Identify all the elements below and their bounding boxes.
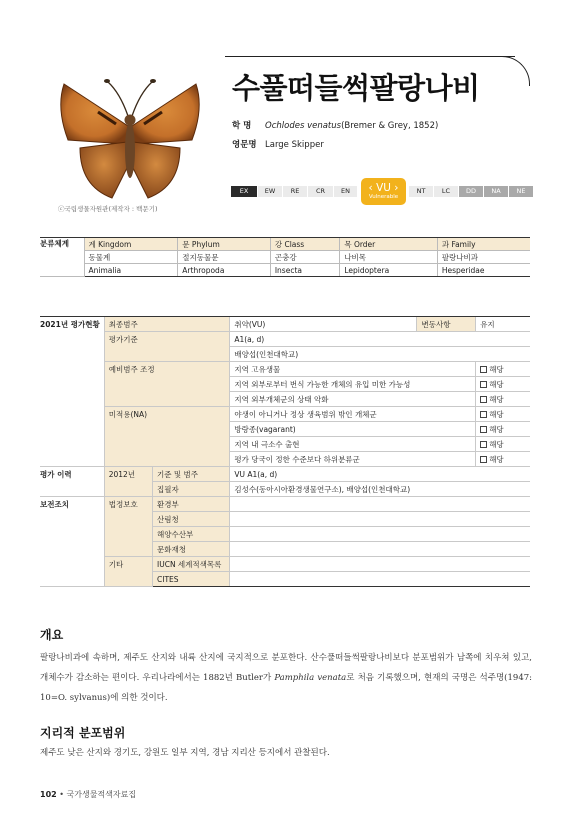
tax-order-ko: 나비목 bbox=[340, 251, 438, 264]
history-writer-value: 김성수(동아시아환경생물연구소), 배양섭(인천대학교) bbox=[230, 482, 530, 497]
status-cell-dd: DD bbox=[459, 186, 484, 197]
range-text: 제주도 낮은 산지와 경기도, 강원도 일부 지역, 경남 지리산 등지에서 관찰된다. bbox=[40, 748, 330, 758]
status-cell-lc: LC bbox=[434, 186, 459, 197]
status-cell-re: RE bbox=[283, 186, 308, 197]
overview-heading: 개요 bbox=[40, 628, 64, 642]
criteria-value: A1(a, d) bbox=[230, 332, 530, 347]
na-check[interactable]: 해당 bbox=[476, 422, 530, 437]
status-cell-ex: EX bbox=[231, 186, 258, 197]
legal-agency: 문화재청 bbox=[153, 542, 230, 557]
tax-header-phylum: 문 Phylum bbox=[178, 238, 271, 251]
tax-header-class: 강 Class bbox=[270, 238, 339, 251]
other-list-value bbox=[230, 557, 530, 572]
legal-agency: 환경부 bbox=[153, 497, 230, 512]
legal-agency: 해양수산부 bbox=[153, 527, 230, 542]
scientific-name: Ochlodes venatus bbox=[265, 121, 342, 131]
regional-check[interactable]: 해당 bbox=[476, 377, 530, 392]
history-category-value: VU A1(a, d) bbox=[230, 467, 530, 482]
status-cell-na: NA bbox=[484, 186, 509, 197]
tax-kingdom-latin: Animalia bbox=[84, 264, 178, 277]
taxonomy-table bbox=[40, 237, 530, 277]
final-category-label: 최종범주 bbox=[104, 317, 230, 332]
legal-agency-value bbox=[230, 527, 530, 542]
species-names bbox=[232, 117, 438, 155]
na-item: 지역 내 극소수 출현 bbox=[230, 437, 476, 452]
status-current-vu bbox=[361, 178, 406, 205]
page-footer: 102 • 국가생물적색자료집 bbox=[40, 790, 137, 799]
status-cell-en: EN bbox=[334, 186, 358, 197]
regional-check[interactable]: 해당 bbox=[476, 362, 530, 377]
english-name: Large Skipper bbox=[265, 140, 324, 150]
history-label: 평가 이력 bbox=[40, 467, 104, 497]
assessor-value: 배양섭(인천대학교) bbox=[230, 347, 530, 362]
checkbox-icon bbox=[480, 366, 487, 373]
eval-2021-label: 2021년 평가현황 bbox=[40, 317, 104, 467]
history-category-label: 기준 및 범주 bbox=[153, 467, 230, 482]
other-list-value bbox=[230, 572, 530, 587]
other-list: IUCN 세계적색목록 bbox=[153, 557, 230, 572]
na-check[interactable]: 해당 bbox=[476, 452, 530, 467]
butterfly-photo bbox=[50, 68, 210, 208]
page-title: 수풀떠들썩팔랑나비 bbox=[232, 71, 480, 105]
checkbox-icon bbox=[480, 441, 487, 448]
change-value: 유지 bbox=[476, 317, 530, 332]
legal-protection-label: 법정보호 bbox=[104, 497, 152, 557]
redlist-status-bar bbox=[231, 181, 534, 200]
tax-header-family: 과 Family bbox=[437, 238, 530, 251]
checkbox-icon bbox=[480, 426, 487, 433]
change-label: 변동사항 bbox=[417, 317, 476, 332]
regional-adjust-label: 예비범주 조정 bbox=[104, 362, 230, 407]
scientific-name-label: 학 명 bbox=[232, 121, 252, 131]
photo-caption: ⓒ국립생물자원관(제작자 : 백문기) bbox=[58, 205, 158, 213]
final-category-value: 취약(VU) bbox=[230, 317, 417, 332]
legal-agency-value bbox=[230, 542, 530, 557]
tax-phylum-latin: Arthropoda bbox=[178, 264, 271, 277]
tax-order-latin: Lepidoptera bbox=[340, 264, 438, 277]
na-check[interactable]: 해당 bbox=[476, 407, 530, 422]
status-current-code: ‹ VU › bbox=[368, 181, 399, 194]
na-check[interactable]: 해당 bbox=[476, 437, 530, 452]
overview-text: 팔랑나비과에 속하며, 제주도 산지와 내륙 산지에 국지적으로 분포한다. 산수풀떠들썩팔랑나비보다 분포범위가 남쪽에 치우쳐 있고, 개체수가 감소하는 편이다. 우리나라에서는 1882년 Butler가 Pamphila venata로 처음 기록했으며, 현재의 국명은 석주명(1947: 10=O. sylvanus)에 의한 것이다. bbox=[40, 653, 532, 703]
checkbox-icon bbox=[480, 396, 487, 403]
protection-label: 보전조치 bbox=[40, 497, 104, 587]
legal-agency-value bbox=[230, 497, 530, 512]
english-name-row bbox=[232, 136, 438, 155]
criteria-label: 평가기준 bbox=[104, 332, 230, 362]
status-cell-ew: EW bbox=[258, 186, 283, 197]
tax-family-ko: 팔랑나비과 bbox=[437, 251, 530, 264]
na-item: 야생이 아니거나 정상 생육범위 밖인 개체군 bbox=[230, 407, 476, 422]
book-title: 국가생물적색자료집 bbox=[66, 790, 137, 799]
status-cell-cr: CR bbox=[308, 186, 334, 197]
scientific-authority: (Bremer & Grey, 1852) bbox=[341, 121, 439, 131]
checkbox-icon bbox=[480, 411, 487, 418]
header-rule-curve bbox=[500, 56, 530, 86]
regional-item: 지역 고유생물 bbox=[230, 362, 476, 377]
evaluation-table bbox=[40, 316, 530, 587]
tax-header-order: 목 Order bbox=[340, 238, 438, 251]
other-protection-label: 기타 bbox=[104, 557, 152, 587]
history-writer-label: 집필자 bbox=[153, 482, 230, 497]
status-cell-nt: NT bbox=[409, 186, 434, 197]
tax-class-latin: Insecta bbox=[270, 264, 339, 277]
tax-family-latin: Hesperidae bbox=[437, 264, 530, 277]
range-heading: 지리적 분포범위 bbox=[40, 726, 126, 740]
na-item: 평가 당국이 정한 수준보다 하위분류군 bbox=[230, 452, 476, 467]
other-list: CITES bbox=[153, 572, 230, 587]
checkbox-icon bbox=[480, 456, 487, 463]
regional-check[interactable]: 해당 bbox=[476, 392, 530, 407]
legal-agency: 산림청 bbox=[153, 512, 230, 527]
tax-kingdom-ko: 동물계 bbox=[84, 251, 178, 264]
regional-item: 지역 외부개체군의 상태 악화 bbox=[230, 392, 476, 407]
taxonomy-label: 분류체계 bbox=[40, 238, 84, 277]
tax-header-kingdom: 계 Kingdom bbox=[84, 238, 178, 251]
scientific-name-row bbox=[232, 117, 438, 136]
tax-class-ko: 곤충강 bbox=[270, 251, 339, 264]
na-label: 미적용(NA) bbox=[104, 407, 230, 467]
historical-name: Pamphila venata bbox=[274, 673, 347, 683]
header-rule bbox=[225, 56, 515, 57]
history-year: 2012년 bbox=[104, 467, 152, 497]
status-cell-ne: NE bbox=[509, 186, 534, 197]
na-item: 방랑종(vagarant) bbox=[230, 422, 476, 437]
english-name-label: 영문명 bbox=[232, 140, 257, 150]
regional-item: 지역 외부로부터 번식 가능한 개체의 유입 미한 가능성 bbox=[230, 377, 476, 392]
checkbox-icon bbox=[480, 381, 487, 388]
tax-phylum-ko: 절지동물문 bbox=[178, 251, 271, 264]
status-current-word: Vulnerable bbox=[368, 193, 399, 200]
legal-agency-value bbox=[230, 512, 530, 527]
page-number: 102 bbox=[40, 790, 57, 799]
